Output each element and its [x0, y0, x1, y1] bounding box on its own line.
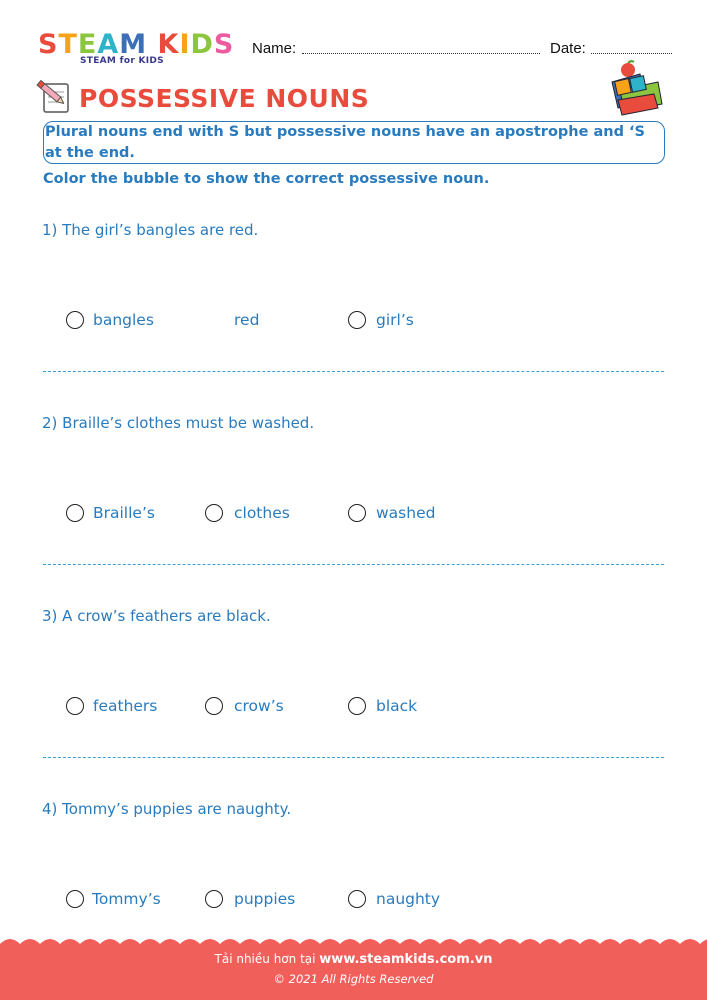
answer-option: bangles — [93, 311, 154, 329]
instruction-box-text: Plural nouns end with S but possessive nouns have an apostrophe and ‘S at the end. — [45, 124, 645, 161]
answer-option: clothes — [234, 504, 290, 522]
answer-option: feathers — [93, 697, 158, 715]
divider — [43, 564, 664, 565]
question-3: 3) A crow’s feathers are black. — [42, 607, 271, 625]
footer-link-prefix: Tải nhiều hơn tại — [214, 952, 316, 966]
answer-option: naughty — [376, 890, 441, 908]
divider — [43, 757, 664, 758]
answer-option: girl’s — [376, 311, 414, 329]
question-4: 4) Tommy’s puppies are naughty. — [42, 800, 292, 818]
divider — [43, 371, 664, 372]
question-2: 2) Braille’s clothes must be washed. — [42, 414, 315, 432]
answer-option: puppies — [234, 890, 296, 908]
question-1: 1) The girl’s bangles are red. — [42, 221, 259, 239]
logo-tagline: STEAM for KIDS — [80, 56, 164, 66]
footer-copyright: © 2021 All Rights Reserved — [273, 972, 434, 986]
page-title: POSSESSIVE NOUNS — [79, 84, 370, 113]
footer-link-url[interactable]: www.steamkids.com.vn — [319, 952, 493, 967]
answer-option: Braille’s — [93, 504, 155, 522]
answer-bubble[interactable] — [348, 697, 366, 715]
abc-books-icon — [606, 60, 664, 116]
answer-bubble[interactable] — [348, 311, 366, 329]
answer-bubble[interactable] — [348, 504, 366, 522]
answer-bubble[interactable] — [205, 697, 223, 715]
answer-bubble[interactable] — [348, 890, 366, 908]
answer-option: Tommy’s — [92, 890, 161, 908]
answer-bubble[interactable] — [205, 504, 223, 522]
date-label: Date: — [550, 40, 586, 57]
answer-option: red — [234, 311, 260, 329]
answer-bubble[interactable] — [66, 311, 84, 329]
name-label: Name: — [252, 40, 297, 57]
answer-option: washed — [376, 504, 436, 522]
answer-bubble[interactable] — [205, 890, 223, 908]
answer-bubble[interactable] — [66, 890, 84, 908]
date-field[interactable] — [591, 52, 672, 54]
footer-link[interactable] — [0, 952, 707, 967]
name-field[interactable] — [302, 52, 540, 54]
answer-option: crow’s — [234, 697, 284, 715]
answer-bubble[interactable] — [66, 504, 84, 522]
pencil-paper-icon — [36, 80, 72, 114]
steam-kids-logo: STEAM KIDS — [38, 29, 235, 60]
instruction-text: Color the bubble to show the correct possessive noun. — [43, 171, 490, 187]
answer-option: black — [376, 697, 418, 715]
answer-bubble[interactable] — [66, 697, 84, 715]
